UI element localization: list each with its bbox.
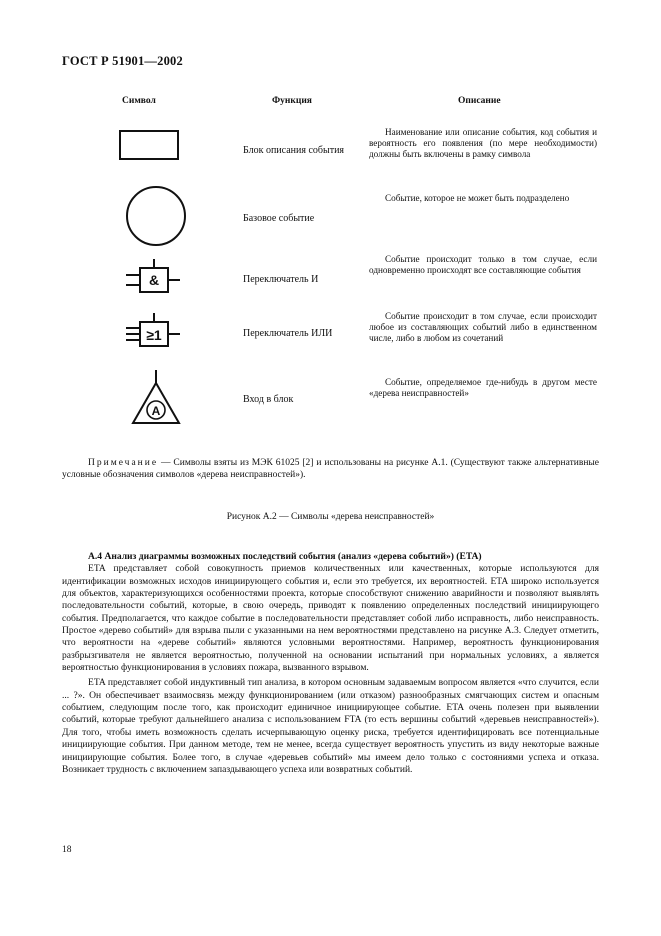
note-label: Примечание <box>88 458 159 468</box>
page-number: 18 <box>62 845 72 855</box>
note-text: — Символы взяты из МЭК 61025 [2] и использованы на рисунке А.1. (Существуют также альтернативные условные обозначения символов «дерева неисправностей»). <box>62 458 599 481</box>
or-gate-symbol-text: ≥1 <box>146 327 162 343</box>
function-transfer: Вход в блок <box>243 394 294 405</box>
or-gate-icon <box>126 313 180 346</box>
transfer-triangle-icon <box>133 370 179 423</box>
function-basic-event: Базовое событие <box>243 213 315 224</box>
section-body <box>62 551 599 779</box>
function-event-block: Блок описания события <box>243 145 345 156</box>
description-or-gate: Событие происходит в том случае, если происходит любое из составляющих событий либо в единственном числе, либо в любом из сочетаний <box>369 311 597 344</box>
function-and-gate: Переключатель И <box>243 274 319 285</box>
section-title: А.4 Анализ диаграммы возможных последствий события (анализ «дерева событий») (ETA) <box>88 551 482 562</box>
circle-basic-event-icon <box>127 187 185 245</box>
description-basic-event: Событие, которое не может быть подразделено <box>385 193 570 203</box>
description-transfer: Событие, определяемое где-нибудь в другом месте «дерева неисправностей» <box>369 377 597 399</box>
column-header-symbol: Символ <box>122 96 156 106</box>
symbol-graphics <box>0 0 661 440</box>
column-header-description: Описание <box>458 96 501 106</box>
rectangle-event-block-icon <box>120 131 178 159</box>
column-header-function: Функция <box>272 96 312 106</box>
function-or-gate: Переключатель ИЛИ <box>243 328 333 339</box>
note <box>62 457 599 482</box>
section-paragraph-2: ETA представляет собой индуктивный тип анализа, в котором основным задаваемым вопросом является «что случится, если ... ?». Он обеспечивает взаимосвязь между функционированием (или отказом) разнообразных смягчающих систем и опасным событием, следующим после того, как происходит единичное инициирующее событие. ETA очень полезен при выявлении событий, которые требуют дальнейшего анализа с использованием FTA (то есть вершины событий «деревьев неисправностей»). Для того, чтобы иметь возможность сделать исчерпывающую оценку риска, требуется идентифицировать все потенциальные инициирующие события. При данном методе, тем не менее, всегда существует вероятность упустить из виду некоторые важные инициирующие события. Более того, в случае «деревьев событий» мы имеем дело только с состояниями успеха и отказа. Возникает трудность с включением запаздывающего успеха или возвратных событий. <box>62 677 599 775</box>
description-and-gate: Событие происходит только в том случае, если одновременно происходят все составляющие события <box>369 254 597 276</box>
transfer-symbol-text: A <box>151 404 161 418</box>
figure-caption: Рисунок А.2 — Символы «дерева неисправностей» <box>226 512 435 522</box>
section-paragraph-1: ETA представляет собой совокупность приемов количественных или качественных, которые используются для идентификации возможных исходов инициирующего события и, если это требуется, их вероятностей. ETA широко используется для объектов, характеризующихся особенностями проекта, которые способствуют снижению аварийности и позволяют выявлять последовательности событий, которые, в свою очередь, приводят к появлению определенных последствий инициирующего события. Предполагается, что каждое событие в последовательности представляет собой либо исправность, либо неисправность. Простое «дерево событий» для взрыва пыли с указанными на нем вероятностями представлено на рисунке А.3. Следует отметить, что вероятности на «дереве событий» являются условными вероятностями. Например, вероятность функционирования разбрызгивателя не является вероятностью, полученной на основании испытаний при нормальных условиях, а является вероятностью функционирования в условиях пожара, вызванного взрывом. <box>62 563 599 674</box>
document-code: ГОСТ Р 51901—2002 <box>62 54 183 68</box>
and-gate-icon <box>126 259 180 292</box>
description-event-block: Наименование или описание события, код события и вероятность его появления (по мере необходимости) должны быть включены в рамку символа <box>369 127 597 160</box>
and-gate-symbol-text: & <box>148 272 160 288</box>
